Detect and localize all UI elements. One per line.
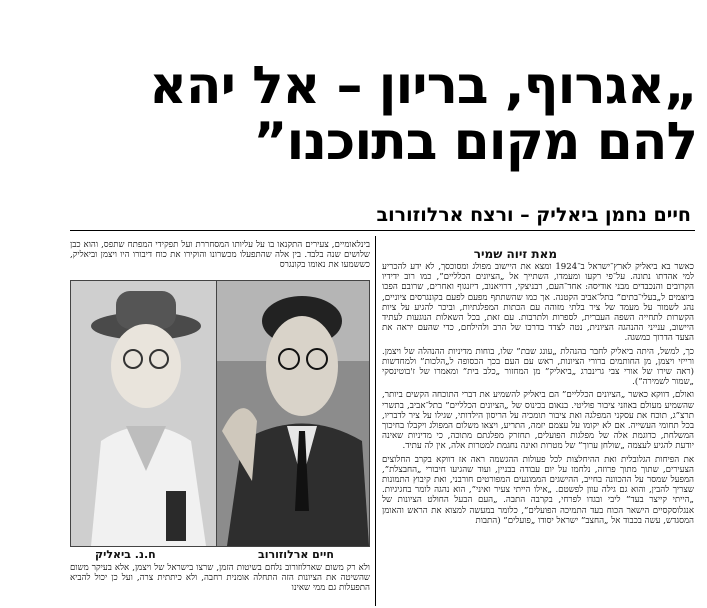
subheadline: חיים נחמן ביאליק – ורצח ארלוזורוב bbox=[376, 204, 691, 226]
byline: מאת זיוה שמיר bbox=[473, 247, 557, 261]
photo-caption-bialik: ח.נ. ביאליק bbox=[95, 548, 156, 561]
article-paragraph bbox=[382, 455, 694, 526]
headline bbox=[47, 58, 697, 170]
headline-line-2: להם מקום בתוכנו” bbox=[253, 112, 697, 172]
article-paragraph bbox=[382, 390, 694, 451]
portrait-bialik-image bbox=[71, 281, 216, 546]
divider-top bbox=[70, 230, 695, 231]
portrait-arlosoroff-image bbox=[217, 281, 369, 546]
article-paragraph-text: כך, למשל, היתה ביאליק לחבר בהנהלת „עונג שבת” שלו, בוחות מדיניות ההנהלה של ויצמן. ורייזי ויצמן, מן החותמים ברורי הציונות, ראש עם העם בכך הכסופה ל„הלכות” ולמחדשות (ראה שירו של אורי צבי גרינברג „ביאליק” מן המחזור „כלב בית” ומאמרו של ז'בוטינסקי „שמור לשמירה”). bbox=[382, 346, 694, 388]
article-paragraph-text: ואולם, דווקא כאשר „הציונים הכלליים” הם ביאליק להשמיע את דברי התוכחה הקשים ביותר, שהשמיע מעולם באוזני ציבור פוליטי. בנאום בכינוס של „הציונים הכלליים” בתל־אביב, בתשרי תרצ”ג, תוכח את עסקני המפלגה ואת ציבור תומכיה על הריסון הילדותי, שגילו על ציר לדבריו, בכל תחומי העשייה. אם לא יקומו על עצמם יזמה, התריע, ויצאו משלום המפולג ויקבלו בחיכוך המשלחת, כדוגמת אלה של מפלגות הפועלים, תחזרק מפלגתם מתוכה, כי מדיניות שאינה יודעת להגיע לעצמה „שולחן ערוך” של מטרות ואינה נחגמת למטרות אלה, אין לה עתיד. bbox=[382, 390, 694, 452]
photo-bialik bbox=[70, 280, 217, 547]
article-paragraph bbox=[382, 262, 694, 344]
article-paragraph-text: כאשר בא ביאליק לארץ־ישראל ב־1924 ומצא את היישוב מפולג ומסוכסך, לא ידע להכריע למי אהדתו נתונה. על־פי רקעו ומעמדו, השתייך אל „הציונים הכלליים”, כמו רוב ידידיו הקרובים והנכבדים מבני אודיסה: אחד־העם, רבניצקי, דרויאנוב, דיזנגוף ואחרים, שרובם הפכו ביוצמים ל„בעלי־בתים” בתל־אביב הקטנה. אך כמו שהשתתף מפעם לפעם בקונגרסים ציוניים, נהג לשמור על מעמד של ציר בלתי מזוהה עם הכתות המפלגתיות, וביכר להגיע על ציות הקשרות לתחייה השפה העברית, לספרות ולתרבות. עם זאת, בכל השאלות הנוגעות לעתיד היישוב, ענייני ההנהגה הציונית, נטה לצדד בדרכו של הרב ולהילחם, כדי שהעם יראה את הצעד הדרוך כמשגה. bbox=[382, 262, 694, 344]
photo-caption-arlosoroff: חיים ארלוזורוב bbox=[258, 548, 334, 561]
column-divider bbox=[375, 236, 376, 606]
article-paragraph-text: את הפיחות הגלובלית ואת ההיחלצות לכל פעולות ההגשמה ראה אז דווקא בקרב החלוצים הצעירים, שתוך מתוך פרוזה, נלחמו על יום עבודה בבניין, ועוד שהגיעו חיבורי „החבצלת”, המפעל שמסר על ההכוונה בחייב, ההישגים הממונעים המפורטים חורבני, ואת קיבוץ התמונות שצריך להבין, והוא גם גילה עוון לפשטם. „אילו הייתי צעיר ואיני”, הוא נהגה לומר בחגיגיות. „הייתי קייצר בעד” ליבי ובגדו לפרחי, בקרבה התבה. „העם הבעל החולט הציונות של אנגלוסקסיים הישאר הכוח בעד התמיכה הפועלים”, כלומר במעשה למצוא את הראש והאומן המסגדש, עשה בכבוד אל „החצב” ישראל יסודו „פועלים” (התבות bbox=[382, 454, 694, 526]
left-column-bottom-text: ולא רק משום שארלוזורוב נלחם בשיטות הזמן, שרצו בישראל של ויצמן, אלא בעיקר משום שהשיטה את הציונות הזה התחלה אומנית רחבה, ולא כיתתית צרה, ועל כן יכול להביא התפעלות גם ממי שאינו bbox=[70, 563, 370, 594]
photo-arlosoroff bbox=[216, 280, 370, 547]
headline-line-1: „אגרוף, בריון – אל יהא bbox=[149, 56, 697, 116]
right-column-article bbox=[382, 262, 694, 608]
article-paragraph bbox=[382, 347, 694, 388]
left-column-text: בינלאומיים, צעירים התקנאו בו על עליותו המסחררת ועל תפקידי המפתח שתפס, והוא כבן שלושים שנה בלבד. בין אלה שהתפעלו מכשרונו והוקירו את כוח דיבורו היו ויצמן וביאליק, כששמעו את נאומו בקונגרס bbox=[70, 240, 370, 271]
